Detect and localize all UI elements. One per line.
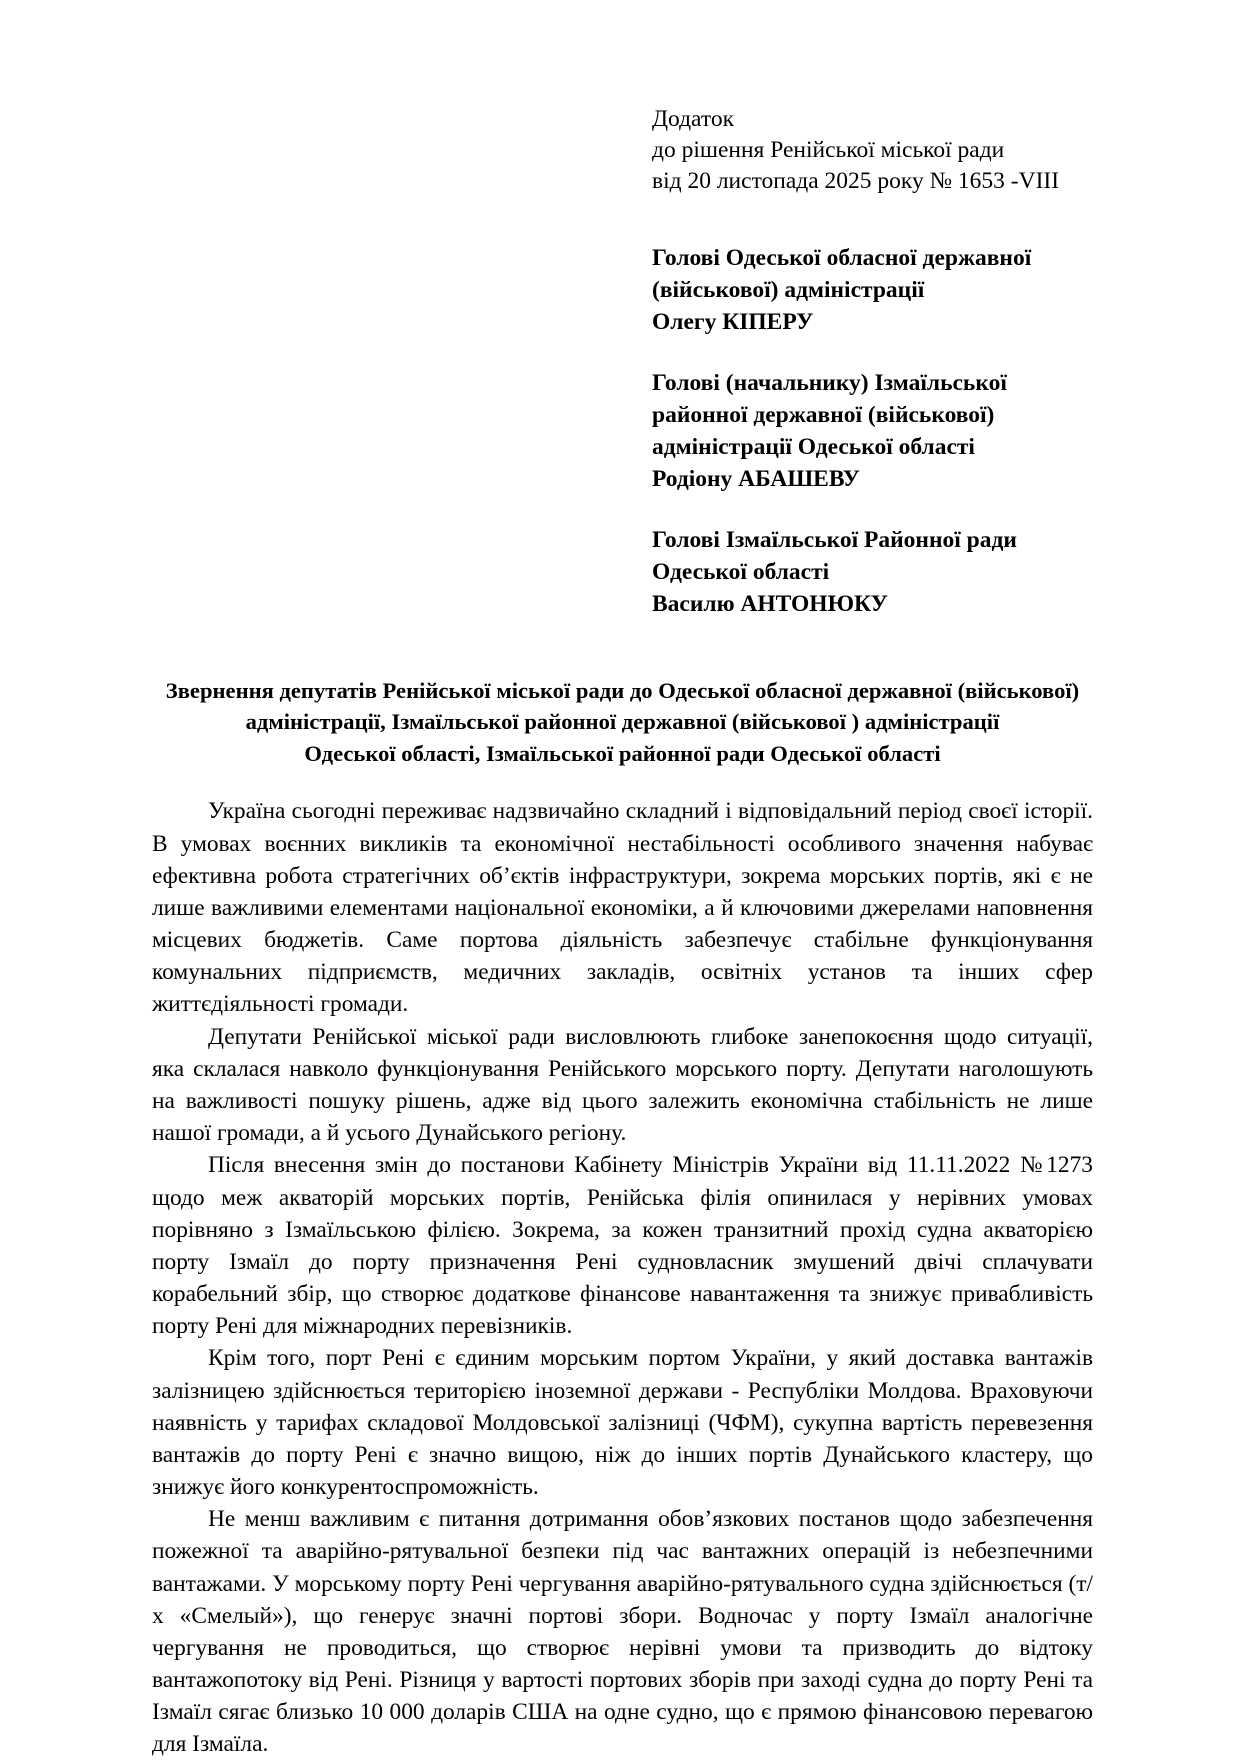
body-paragraph: Після внесення змін до постанови Кабінету Міністрів України від 11.11.2022 №1273 щодо меж акваторій морських портів, Ренійська філія опинилася у нерівних умовах порівняно з Ізмаїльською філією. Зокрема, за кожен транзитний прохід судна акваторією порту Ізмаїл до порту призначення Рені судновласник змушений двічі сплачувати корабельний збір, що створює додаткове фінансове навантаження та знижує привабливість порту Рені для міжнародних перевізників. (152, 1152, 1093, 1340)
addressee-list (652, 243, 1093, 621)
document-body (152, 795, 1093, 1760)
appendix-label: Додаток (652, 106, 735, 132)
addressee-line: (військової) адміністрації (652, 277, 925, 303)
addressee-line: Голові Ізмаїльської Районної ради (652, 526, 1017, 553)
addressee-name: Олегу КІПЕРУ (652, 308, 814, 335)
addressee-line: Голові Одеської обласної державної (652, 245, 1032, 272)
appendix-date-number: від 20 листопада 2025 року № 1653 -VIII (652, 168, 1060, 195)
appendix-reference-block (652, 104, 1093, 197)
body-paragraph: Україна сьогодні переживає надзвичайно складний і відповідальний період своєї історії. В умовах воєнних викликів та економічної нестабільності особливого значення набуває ефективна робота стратегічних об’єктів інфраструктури, зокрема морських портів, які є не лише важливими елементами національної економіки, а й ключовими джерелами наповнення місцевих бюджетів. Саме портова діяльність забезпечує стабільне функціонування комунальних підприємств, медичних закладів, освітніх установ та інших сфер життєдіяльності громади. (152, 798, 1093, 1018)
addressee-line: районної державної (військової) (652, 401, 995, 428)
body-paragraph: Крім того, порт Рені є єдиним морським портом України, у який доставка вантажів залізницею здійснюється територією іноземної держави - Республіки Молдова. Враховуючи наявність у тарифах складової Молдовської залізниці (ЧФМ), сукупна вартість перевезення вантажів до порту Рені є значно вищою, ніж до інших портів Дунайського кластеру, що знижує його конкурентоспроможність. (152, 1345, 1093, 1501)
title-line: Одеської області, Ізмаїльської районної ради Одеської області (304, 740, 941, 766)
addressee-rayon-council (652, 525, 1093, 621)
addressee-line: адміністрації Одеської області (652, 433, 975, 460)
addressee-line: Одеської області (652, 558, 830, 585)
addressee-name: Василю АНТОНЮКУ (652, 590, 888, 617)
title-line: адміністрації, Ізмаїльської районної державної (військової ) адміністрації (245, 709, 1000, 735)
body-paragraph: Не менш важливим є питання дотримання обов’язкових постанов щодо забезпечення пожежної та аварійно-рятувальної безпеки під час вантажних операцій із небезпечними вантажами. У морському порту Рені чергування аварійно-рятувального судна здійснюється (т/х «Смелый»), що генерує значні портові збори. Водночас у порту Ізмаїл аналогічне чергування не проводиться, що створює нерівні умови та призводить до відтоку вантажопотоку від Рені. Різниця у вартості портових зборів при заході судна до порту Рені та Ізмаїл сягає близько 10 000 доларів США на одне судно, що є прямою фінансовою перевагою для Ізмаїла. (152, 1506, 1093, 1758)
addressee-name: Родіону АБАШЕВУ (652, 465, 860, 492)
appendix-decision-reference: до рішення Ренійської міської ради (652, 137, 1005, 164)
page-title (152, 675, 1093, 770)
body-paragraph: Депутати Ренійської міської ради висловлюють глибоке занепокоєння щодо ситуації, яка склалася навколо функціонування Ренійського морського порту. Депутати наголошують на важливості пошуку рішень, адже від цього залежить економічна стабільність не лише нашої громади, а й усього Дунайського регіону. (152, 1023, 1093, 1147)
addressee-line: Голові (начальнику) Ізмаїльської (652, 369, 1007, 396)
title-line: Звернення депутатів Ренійської міської ради до Одеської обласної державної (військової) (165, 677, 1080, 703)
addressee-oblast-administration (652, 243, 1093, 339)
addressee-rayon-administration (652, 368, 1093, 496)
